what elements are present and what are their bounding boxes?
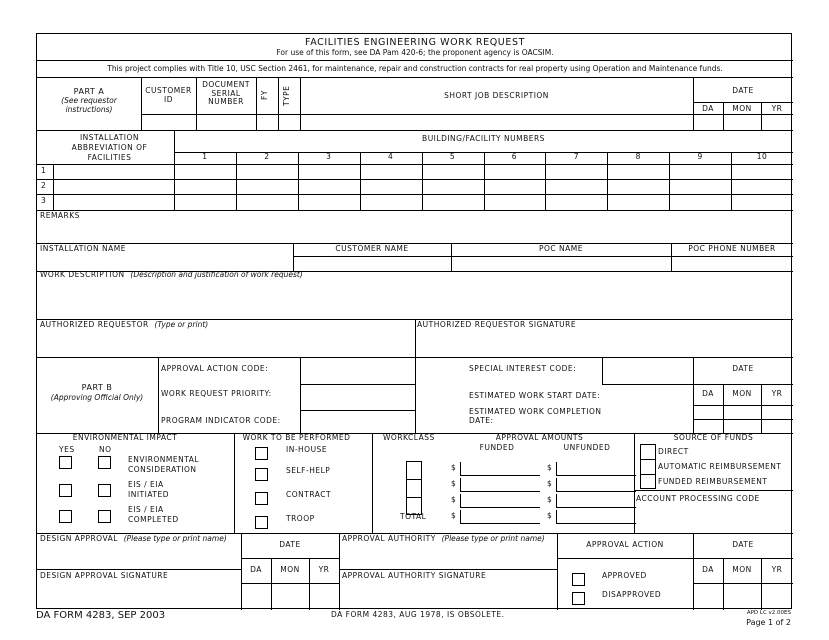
troop-checkbox[interactable] <box>255 516 268 529</box>
program-indicator-code-label: PROGRAM INDICATOR CODE: <box>161 416 281 425</box>
yr-label: YR <box>771 104 783 113</box>
dollar-sign: $ <box>451 511 457 520</box>
dollar-sign: $ <box>547 511 553 520</box>
design-yr-label: YR <box>318 565 330 574</box>
authorized-signature-label: AUTHORIZED REQUESTOR SIGNATURE <box>417 320 577 329</box>
eis-completed-yes-checkbox[interactable] <box>59 510 72 523</box>
special-interest-code-label: SPECIAL INTEREST CODE: <box>469 364 577 373</box>
form-title: FACILITIES ENGINEERING WORK REQUEST <box>305 37 525 48</box>
approval-yr-label: YR <box>771 565 783 574</box>
env-no-label: NO <box>99 445 112 454</box>
eis-initiated-yes-checkbox[interactable] <box>59 484 72 497</box>
design-da-label: DA <box>250 565 262 574</box>
eis-initiated-no-checkbox[interactable] <box>98 484 111 497</box>
remarks-field[interactable] <box>37 221 793 243</box>
dollar-sign: $ <box>547 463 553 472</box>
special-interest-code-field[interactable] <box>602 357 693 384</box>
row-number: 1 <box>41 166 47 175</box>
env-yes-label: YES <box>59 445 75 454</box>
funded-amount-field[interactable] <box>460 510 540 524</box>
work-request-priority-label: WORK REQUEST PRIORITY: <box>161 389 272 398</box>
approval-signature-label: APPROVAL AUTHORITY SIGNATURE <box>342 571 487 580</box>
building-column-number: 3 <box>326 152 332 161</box>
approval-action-title: APPROVAL ACTION <box>586 540 664 549</box>
eis-completed-label: EIS / EIA COMPLETED <box>128 505 179 525</box>
approval-authority-label: APPROVAL AUTHORITY (Please type or print name) <box>342 534 545 543</box>
work-description-field[interactable] <box>37 281 793 319</box>
self-help-checkbox[interactable] <box>255 468 268 481</box>
installation-abbreviation-label: INSTALLATION ABBREVIATION OF FACILITIES <box>71 133 148 163</box>
unfunded-amount-field[interactable] <box>556 510 636 524</box>
part-a-note: (See requestor instructions) <box>61 96 117 114</box>
dollar-sign: $ <box>451 495 457 504</box>
design-signature-label: DESIGN APPROVAL SIGNATURE <box>40 571 169 580</box>
part-a-entry-row[interactable] <box>141 114 793 130</box>
remarks-label: REMARKS <box>40 211 80 220</box>
page-number: Page 1 of 2 <box>746 618 791 627</box>
building-column-number: 4 <box>387 152 394 161</box>
env-consideration-no-checkbox[interactable] <box>98 456 111 469</box>
poc-name-label: POC NAME <box>539 244 583 253</box>
building-column-number: 10 <box>756 152 768 161</box>
part-a-title: PART A <box>73 87 105 96</box>
design-mon-label: MON <box>280 565 300 574</box>
building-column-number: 5 <box>449 152 456 161</box>
env-impact-title: ENVIRONMENTAL IMPACT <box>72 433 178 442</box>
auto-reimbursement-label: AUTOMATIC REIMBURSEMENT <box>658 462 782 471</box>
workclass-label: WORKCLASS <box>383 433 435 442</box>
da-label: DA <box>702 104 714 113</box>
account-processing-code-label: ACCOUNT PROCESSING CODE <box>636 494 760 503</box>
funded-amount-field[interactable] <box>460 494 540 508</box>
type-label: TYPE <box>282 85 291 106</box>
approval-amounts-title: APPROVAL AMOUNTS <box>495 433 584 442</box>
part-b-title: PART B <box>81 383 113 392</box>
self-help-label: SELF-HELP <box>286 466 331 475</box>
short-job-label: SHORT JOB DESCRIPTION <box>444 91 549 100</box>
compliance-statement: This project complies with Title 10, USC Section 2461, for maintenance, repair and construction contracts for real property using Operation and Maintenance funds. <box>107 64 723 73</box>
fy-label: FY <box>260 90 269 100</box>
building-column-number: 2 <box>264 152 270 161</box>
design-date-label: DATE <box>279 540 301 549</box>
poc-phone-label: POC PHONE NUMBER <box>688 244 776 253</box>
unfunded-amount-field[interactable] <box>556 494 636 508</box>
authorized-requestor-label: AUTHORIZED REQUESTOR (Type or print) <box>40 320 209 329</box>
approved-checkbox[interactable] <box>572 573 585 586</box>
dollar-sign: $ <box>451 479 457 488</box>
part-b-mon-label: MON <box>732 389 752 398</box>
est-completion-label: ESTIMATED WORK COMPLETION DATE: <box>469 407 602 425</box>
contract-checkbox[interactable] <box>255 492 268 505</box>
dollar-sign: $ <box>451 463 457 472</box>
disapproved-label: DISAPPROVED <box>602 590 662 599</box>
approval-mon-label: MON <box>732 565 752 574</box>
dollar-sign: $ <box>547 479 553 488</box>
funded-amount-field[interactable] <box>460 462 540 476</box>
funded-reimbursement-label: FUNDED REIMBURSEMENT <box>658 477 768 486</box>
total-label: TOTAL <box>400 512 427 521</box>
building-column-number: 9 <box>697 152 703 161</box>
work-performed-title: WORK TO BE PERFORMED <box>242 433 351 442</box>
document-serial-label: DOCUMENT SERIAL NUMBER <box>202 80 250 107</box>
customer-id-label: CUSTOMER ID <box>145 86 192 104</box>
building-column-number: 6 <box>511 152 518 161</box>
env-consideration-label: ENVIRONMENTAL CONSIDERATION <box>128 455 200 475</box>
design-approval-label: DESIGN APPROVAL (Please type or print name) <box>40 534 227 543</box>
work-request-form <box>36 33 792 609</box>
part-b-da-label: DA <box>702 389 714 398</box>
in-house-checkbox[interactable] <box>255 447 268 460</box>
version-label: APD LC v2.00ES <box>746 610 791 616</box>
source-of-funds-boxes[interactable] <box>640 444 656 489</box>
unfunded-label: UNFUNDED <box>563 443 611 452</box>
unfunded-amount-field[interactable] <box>556 462 636 476</box>
troop-label: TROOP <box>286 514 315 523</box>
building-column-number: 8 <box>635 152 641 161</box>
direct-label: DIRECT <box>658 447 689 456</box>
work-request-priority-field[interactable] <box>300 384 415 410</box>
funded-amount-field[interactable] <box>460 478 540 492</box>
eis-initiated-label: EIS / EIA INITIATED <box>128 480 169 500</box>
disapproved-checkbox[interactable] <box>572 592 585 605</box>
work-description-label: WORK DESCRIPTION (Description and justification of work request) <box>40 270 303 279</box>
row-number: 2 <box>41 181 47 190</box>
in-house-label: IN-HOUSE <box>286 445 328 454</box>
dollar-sign: $ <box>547 495 553 504</box>
approval-action-code-field[interactable] <box>300 357 415 384</box>
installation-name-label: INSTALLATION NAME <box>40 244 126 253</box>
part-b-date-label: DATE <box>732 364 754 373</box>
row-number: 3 <box>41 196 47 205</box>
form-subtitle: For use of this form, see DA Pam 420-6; the proponent agency is OACSIM. <box>276 48 554 57</box>
approval-da-label: DA <box>702 565 714 574</box>
eis-completed-no-checkbox[interactable] <box>98 510 111 523</box>
date-label: DATE <box>732 86 754 95</box>
source-of-funds-title: SOURCE OF FUNDS <box>673 433 754 442</box>
workclass-field[interactable] <box>406 461 422 515</box>
building-column-number: 1 <box>202 152 208 161</box>
approved-label: APPROVED <box>602 571 647 580</box>
part-b-yr-label: YR <box>771 389 783 398</box>
building-numbers-label: BUILDING/FACILITY NUMBERS <box>422 134 545 143</box>
account-processing-code-field[interactable] <box>634 504 793 533</box>
contract-label: CONTRACT <box>286 490 332 499</box>
funded-label: FUNDED <box>479 443 515 452</box>
unfunded-amount-field[interactable] <box>556 478 636 492</box>
building-column-number: 7 <box>573 152 579 161</box>
obsolete-note: DA FORM 4283, AUG 1978, IS OBSOLETE. <box>331 610 505 619</box>
form-id: DA FORM 4283, SEP 2003 <box>36 610 166 621</box>
mon-label: MON <box>732 104 752 113</box>
approval-date-label: DATE <box>732 540 754 549</box>
part-b-note: (Approving Official Only) <box>50 393 144 402</box>
env-consideration-yes-checkbox[interactable] <box>59 456 72 469</box>
approval-action-code-label: APPROVAL ACTION CODE: <box>161 364 269 373</box>
est-start-label: ESTIMATED WORK START DATE: <box>469 391 601 400</box>
program-indicator-code-field[interactable] <box>300 410 415 433</box>
customer-name-label: CUSTOMER NAME <box>335 244 409 253</box>
